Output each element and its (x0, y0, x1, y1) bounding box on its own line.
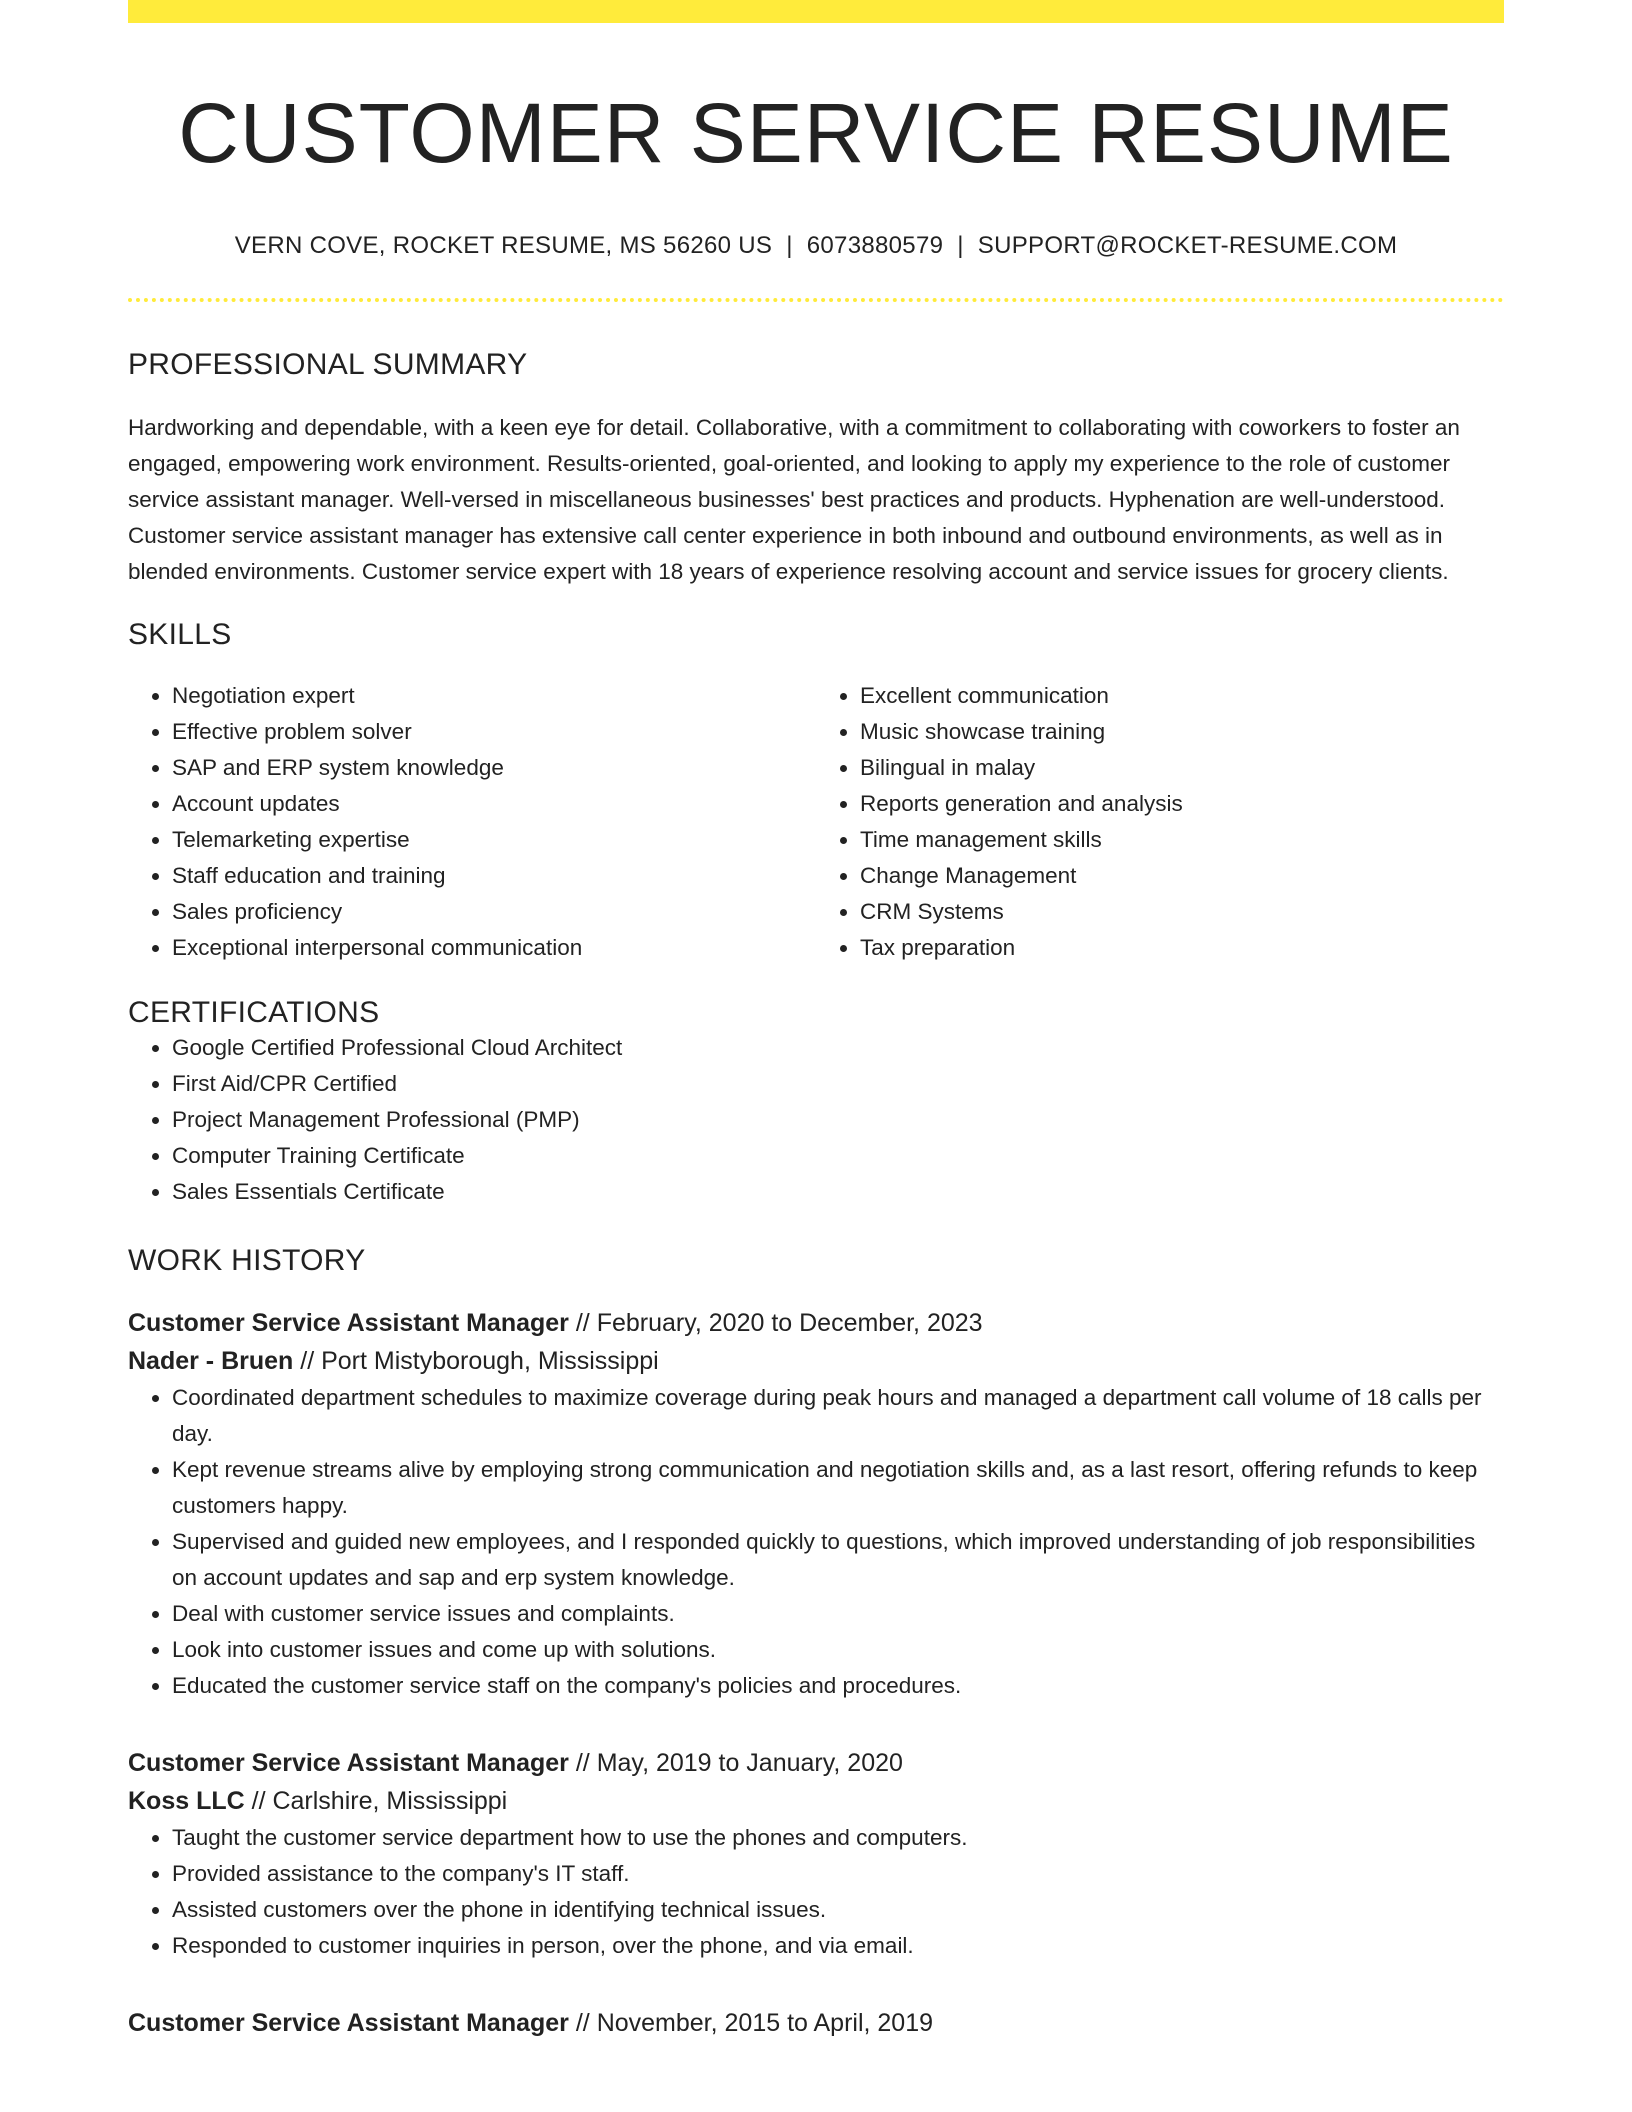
skills-list-right (816, 678, 1504, 966)
certification-item: • Computer Training Certificate (172, 1138, 1504, 1174)
contact-info (128, 232, 1504, 260)
job-location: // Carlshire, Mississippi (244, 1786, 508, 1815)
skills-column-left (128, 678, 816, 966)
resume-page (128, 0, 1504, 2042)
contact-separator: | (957, 231, 964, 259)
job-duty-item: • Look into customer issues and come up with solutions. (172, 1632, 1504, 1668)
job-duty-item: • Deal with customer service issues and complaints. (172, 1596, 1504, 1632)
skills-heading: SKILLS (128, 617, 232, 651)
job-title-line (128, 2004, 1504, 2042)
resume-title: CUSTOMER SERVICE RESUME (178, 86, 1454, 180)
certifications-heading: CERTIFICATIONS (128, 995, 380, 1029)
skill-item: • Reports generation and analysis (860, 786, 1504, 822)
job-duty-item: • Supervised and guided new employees, and I responded quickly to questions, which improved understanding of job responsibilities on account updates and sap and erp system knowledge. (172, 1524, 1504, 1596)
job-duty-item: • Kept revenue streams alive by employing strong communication and negotiation skills and, as a last resort, offering refunds to keep customers happy. (172, 1452, 1504, 1524)
skill-item: • Telemarketing expertise (172, 822, 816, 858)
job-entry (128, 1744, 1504, 1964)
job-dates: // February, 2020 to December, 2023 (568, 1308, 983, 1337)
job-duty-item: • Taught the customer service department how to use the phones and computers. (172, 1820, 1504, 1856)
job-duty-item: • Assisted customers over the phone in identifying technical issues. (172, 1892, 1504, 1928)
skill-item: • Music showcase training (860, 714, 1504, 750)
dotted-divider (128, 298, 1504, 302)
job-company: Koss LLC (128, 1786, 245, 1815)
skills-column-right (816, 678, 1504, 966)
job-company: Nader - Bruen (128, 1346, 294, 1375)
job-duty-item: • Provided assistance to the company's IT staff. (172, 1856, 1504, 1892)
skill-item: • Time management skills (860, 822, 1504, 858)
skills-columns (128, 678, 1504, 966)
skill-item: • Tax preparation (860, 930, 1504, 966)
skill-item: • Staff education and training (172, 858, 816, 894)
job-duty-item: • Responded to customer inquiries in person, over the phone, and via email. (172, 1928, 1504, 1964)
skill-item: • Bilingual in malay (860, 750, 1504, 786)
accent-top-bar (128, 0, 1504, 23)
job-entry (128, 1304, 1504, 1704)
summary-text: Hardworking and dependable, with a keen eye for detail. Collaborative, with a commitment to collaborating with coworkers to foster an engaged, empowering work environment. Results-oriented, goal-oriented, and looking to apply my experience to the role of customer service assistant manager. Well-versed in miscellaneous businesses' best practices and products. Hyphenation are well-understood. Customer service assistant manager has extensive call center experience in both inbound and outbound environments, as well as in blended environments. Customer service expert with 18 years of experience resolving account and service issues for grocery clients. (128, 414, 1460, 584)
job-company-line (128, 1782, 1504, 1820)
job-title: Customer Service Assistant Manager (128, 1748, 569, 1777)
job-duty-item: • Educated the customer service staff on the company's policies and procedures. (172, 1668, 1504, 1704)
job-dates: // November, 2015 to April, 2019 (568, 2008, 934, 2037)
contact-address: VERN COVE, ROCKET RESUME, MS 56260 US (234, 231, 773, 259)
job-duties-list (128, 1820, 1504, 1964)
job-location: // Port Mistyborough, Mississippi (293, 1346, 659, 1375)
summary-heading: PROFESSIONAL SUMMARY (128, 347, 528, 381)
certification-item: • Google Certified Professional Cloud Architect (172, 1030, 1504, 1066)
job-title-line (128, 1304, 1504, 1342)
job-title: Customer Service Assistant Manager (128, 2008, 569, 2037)
skill-item: • Sales proficiency (172, 894, 816, 930)
job-company-line (128, 1342, 1504, 1380)
job-title: Customer Service Assistant Manager (128, 1308, 569, 1337)
skill-item: • Change Management (860, 858, 1504, 894)
skill-item: • Excellent communication (860, 678, 1504, 714)
job-title-line (128, 1744, 1504, 1782)
job-duty-item: • Coordinated department schedules to maximize coverage during peak hours and managed a department call volume of 18 calls per day. (172, 1380, 1504, 1452)
work-history-heading: WORK HISTORY (128, 1243, 366, 1277)
certification-item: • First Aid/CPR Certified (172, 1066, 1504, 1102)
certifications-list (128, 1030, 1504, 1210)
job-dates: // May, 2019 to January, 2020 (568, 1748, 903, 1777)
certification-item: • Project Management Professional (PMP) (172, 1102, 1504, 1138)
contact-phone[interactable]: 6073880579 (806, 231, 944, 259)
skill-item: • Account updates (172, 786, 816, 822)
job-entry (128, 2004, 1504, 2042)
skills-list-left (128, 678, 816, 966)
certification-item: • Sales Essentials Certificate (172, 1174, 1504, 1210)
contact-email[interactable]: SUPPORT@ROCKET-RESUME.COM (977, 231, 1398, 259)
contact-separator: | (786, 231, 793, 259)
skill-item: • SAP and ERP system knowledge (172, 750, 816, 786)
skill-item: • Exceptional interpersonal communication (172, 930, 816, 966)
job-duties-list (128, 1380, 1504, 1704)
skill-item: • CRM Systems (860, 894, 1504, 930)
skill-item: • Negotiation expert (172, 678, 816, 714)
skill-item: • Effective problem solver (172, 714, 816, 750)
